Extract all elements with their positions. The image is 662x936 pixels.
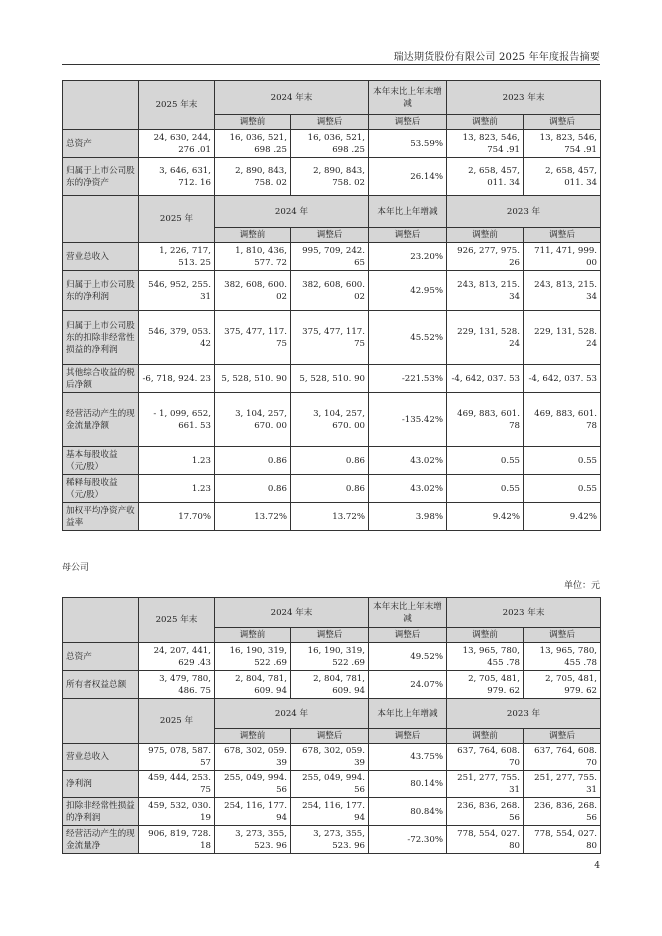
- cell: 13, 823, 546, 754 .91: [524, 130, 601, 158]
- cell: 375, 477, 117. 75: [291, 311, 369, 365]
- col-2023: 2023 年末: [447, 598, 601, 628]
- cell: 1, 226, 717, 513. 25: [139, 243, 215, 271]
- cell: 975, 078, 587. 57: [139, 744, 215, 771]
- sub-label: 调整前: [447, 115, 524, 130]
- sub-label: 调整前: [215, 729, 291, 744]
- cell: 229, 131, 528. 24: [524, 311, 601, 365]
- blank-cell: [63, 81, 139, 130]
- cell: 3, 646, 631, 712. 16: [139, 158, 215, 196]
- cell: 382, 608, 600. 02: [291, 271, 369, 311]
- cell: 53.59%: [369, 130, 447, 158]
- col-2023: 2023 年: [447, 699, 601, 729]
- cell: 382, 608, 600. 02: [215, 271, 291, 311]
- cell: 16, 190, 319, 522 .69: [291, 643, 369, 671]
- cell: 906, 819, 728. 18: [139, 826, 215, 854]
- cell: 1, 810, 436, 577. 72: [215, 243, 291, 271]
- cell: 24, 630, 244, 276 .01: [139, 130, 215, 158]
- cell: 243, 813, 215. 34: [524, 271, 601, 311]
- cell: 254, 116, 177. 94: [291, 798, 369, 826]
- row-label: 营业总收入: [63, 243, 139, 271]
- unit-label: 单位：元: [563, 581, 600, 591]
- sub-label: 调整后: [524, 729, 601, 744]
- cell: 678, 302, 059. 39: [215, 744, 291, 771]
- col-2023: 2023 年: [447, 196, 601, 228]
- cell: 49.52%: [369, 643, 447, 671]
- cell: 255, 049, 994. 56: [291, 771, 369, 798]
- cell: -4, 642, 037. 53: [524, 365, 601, 393]
- sub-label: 调整后: [291, 628, 369, 643]
- parent-company-caption: 母公司: [62, 563, 90, 573]
- cell: 0.55: [524, 475, 601, 503]
- cell: 17.70%: [139, 503, 215, 531]
- parent-company-table: [62, 597, 601, 854]
- cell: 251, 277, 755. 31: [447, 771, 524, 798]
- sub-label: 调整前: [215, 115, 291, 130]
- cell: -72.30%: [369, 826, 447, 854]
- table-row: [63, 744, 601, 771]
- cell: 2, 890, 843, 758. 02: [291, 158, 369, 196]
- cell: 3, 479, 780, 486. 75: [139, 671, 215, 699]
- row-label: 稀释每股收益（元/股）: [63, 475, 139, 503]
- table-row: [63, 798, 601, 826]
- cell: 459, 444, 253. 75: [139, 771, 215, 798]
- table-row: [63, 671, 601, 699]
- row-label: 净利润: [63, 771, 139, 798]
- sub-label: 调整后: [369, 228, 447, 243]
- col-change: 本年比上年增减: [369, 196, 447, 228]
- cell: 459, 532, 030. 19: [139, 798, 215, 826]
- sub-label: 调整前: [215, 628, 291, 643]
- cell: 13.72%: [215, 503, 291, 531]
- table-row: [63, 393, 601, 447]
- col-2024: 2024 年: [215, 699, 369, 729]
- header-row: [63, 81, 601, 115]
- cell: 43.75%: [369, 744, 447, 771]
- col-2024: 2024 年: [215, 196, 369, 228]
- cell: 2, 890, 843, 758. 02: [215, 158, 291, 196]
- cell: 2, 804, 781, 609. 94: [215, 671, 291, 699]
- cell: 711, 471, 999. 00: [524, 243, 601, 271]
- cell: 255, 049, 994. 56: [215, 771, 291, 798]
- cell: 2, 804, 781, 609. 94: [291, 671, 369, 699]
- row-label: 加权平均净资产收益率: [63, 503, 139, 531]
- cell: 24.07%: [369, 671, 447, 699]
- cell: 1.23: [139, 475, 215, 503]
- cell: 0.86: [291, 447, 369, 475]
- sub-label: 调整后: [524, 228, 601, 243]
- cell: 5, 528, 510. 90: [291, 365, 369, 393]
- sub-label: 调整后: [524, 115, 601, 130]
- cell: - 1, 099, 652, 661. 53: [139, 393, 215, 447]
- cell: 546, 952, 255. 31: [139, 271, 215, 311]
- cell: 546, 379, 053. 42: [139, 311, 215, 365]
- col-2024: 2024 年末: [215, 598, 369, 628]
- cell: 24, 207, 441, 629 .43: [139, 643, 215, 671]
- cell: 2, 705, 481, 979. 62: [447, 671, 524, 699]
- sub-label: 调整后: [369, 729, 447, 744]
- cell: 2, 658, 457, 011. 34: [447, 158, 524, 196]
- cell: 13, 823, 546, 754 .91: [447, 130, 524, 158]
- cell: 2, 705, 481, 979. 62: [524, 671, 601, 699]
- sub-label: 调整后: [291, 729, 369, 744]
- header-rule: [62, 64, 600, 65]
- consolidated-table: [62, 80, 601, 531]
- cell: 778, 554, 027. 80: [524, 826, 601, 854]
- cell: 0.86: [215, 475, 291, 503]
- cell: 637, 764, 608. 70: [524, 744, 601, 771]
- cell: 13.72%: [291, 503, 369, 531]
- header-row: [63, 699, 601, 729]
- page-header: 瑞达期货股份有限公司 2025 年年度报告摘要: [393, 52, 600, 63]
- cell: -135.42%: [369, 393, 447, 447]
- col-2025: 2025 年: [139, 196, 215, 243]
- cell: 16, 190, 319, 522 .69: [215, 643, 291, 671]
- table-row: [63, 365, 601, 393]
- cell: 3, 273, 355, 523. 96: [291, 826, 369, 854]
- cell: -6, 718, 924. 23: [139, 365, 215, 393]
- cell: 469, 883, 601. 78: [524, 393, 601, 447]
- cell: 995, 709, 242. 65: [291, 243, 369, 271]
- col-change: 本年末比上年末增减: [369, 81, 447, 115]
- cell: 678, 302, 059. 39: [291, 744, 369, 771]
- cell: 43.02%: [369, 475, 447, 503]
- header-row: [63, 598, 601, 628]
- cell: 3, 104, 257, 670. 00: [215, 393, 291, 447]
- row-label: 总资产: [63, 643, 139, 671]
- sub-label: 调整前: [215, 228, 291, 243]
- blank-cell: [63, 699, 139, 744]
- cell: 243, 813, 215. 34: [447, 271, 524, 311]
- table-row: [63, 243, 601, 271]
- row-label: 归属于上市公司股东的净资产: [63, 158, 139, 196]
- table-row: [63, 158, 601, 196]
- cell: 45.52%: [369, 311, 447, 365]
- cell: 236, 836, 268. 56: [447, 798, 524, 826]
- cell: 251, 277, 755. 31: [524, 771, 601, 798]
- cell: 637, 764, 608. 70: [447, 744, 524, 771]
- col-2024: 2024 年末: [215, 81, 369, 115]
- cell: 254, 116, 177. 94: [215, 798, 291, 826]
- cell: 236, 836, 268. 56: [524, 798, 601, 826]
- cell: 16, 036, 521, 698 .25: [291, 130, 369, 158]
- sub-label: 调整前: [447, 628, 524, 643]
- cell: 1.23: [139, 447, 215, 475]
- header-row: [63, 196, 601, 228]
- cell: 80.14%: [369, 771, 447, 798]
- cell: 2, 658, 457, 011. 34: [524, 158, 601, 196]
- cell: 23.20%: [369, 243, 447, 271]
- cell: 3, 104, 257, 670. 00: [291, 393, 369, 447]
- row-label: 所有者权益总额: [63, 671, 139, 699]
- blank-cell: [63, 196, 139, 243]
- row-label: 营业总收入: [63, 744, 139, 771]
- page-number: 4: [594, 861, 600, 871]
- cell: 3.98%: [369, 503, 447, 531]
- table-row: [63, 771, 601, 798]
- col-2023: 2023 年末: [447, 81, 601, 115]
- table-row: [63, 643, 601, 671]
- cell: 13, 965, 780, 455 .78: [524, 643, 601, 671]
- cell: 9.42%: [447, 503, 524, 531]
- cell: 0.55: [447, 475, 524, 503]
- row-label: 经营活动产生的现金流量净额: [63, 393, 139, 447]
- row-label: 归属于上市公司股东的扣除非经常性损益的净利润: [63, 311, 139, 365]
- col-2025: 2025 年: [139, 699, 215, 744]
- sub-label: 调整前: [447, 729, 524, 744]
- cell: 778, 554, 027. 80: [447, 826, 524, 854]
- cell: 13, 965, 780, 455 .78: [447, 643, 524, 671]
- cell: 3, 273, 355, 523. 96: [215, 826, 291, 854]
- table-row: [63, 475, 601, 503]
- cell: 5, 528, 510. 90: [215, 365, 291, 393]
- row-label: 总资产: [63, 130, 139, 158]
- row-label: 其他综合收益的税后净额: [63, 365, 139, 393]
- table-row: [63, 503, 601, 531]
- cell: 80.84%: [369, 798, 447, 826]
- table-row: [63, 271, 601, 311]
- table-row: [63, 826, 601, 854]
- sub-label: 调整后: [291, 228, 369, 243]
- table-row: [63, 447, 601, 475]
- cell: 375, 477, 117. 75: [215, 311, 291, 365]
- sub-label: 调整前: [447, 228, 524, 243]
- cell: 926, 277, 975. 26: [447, 243, 524, 271]
- cell: 0.86: [215, 447, 291, 475]
- cell: 469, 883, 601. 78: [447, 393, 524, 447]
- sub-label: 调整后: [524, 628, 601, 643]
- table-row: [63, 311, 601, 365]
- cell: 0.55: [447, 447, 524, 475]
- col-change: 本年末比上年末增减: [369, 598, 447, 628]
- cell: 43.02%: [369, 447, 447, 475]
- col-2025: 2025 年末: [139, 81, 215, 130]
- cell: 9.42%: [524, 503, 601, 531]
- row-label: 基本每股收益（元/股）: [63, 447, 139, 475]
- sub-label: 调整后: [291, 115, 369, 130]
- cell: -221.53%: [369, 365, 447, 393]
- blank-cell: [63, 598, 139, 643]
- sub-label: 调整后: [369, 115, 447, 130]
- cell: 0.86: [291, 475, 369, 503]
- col-2025: 2025 年末: [139, 598, 215, 643]
- cell: 26.14%: [369, 158, 447, 196]
- col-change: 本年比上年增减: [369, 699, 447, 729]
- row-label: 扣除非经常性损益的净利润: [63, 798, 139, 826]
- cell: 42.95%: [369, 271, 447, 311]
- cell: 0.55: [524, 447, 601, 475]
- cell: 16, 036, 521, 698 .25: [215, 130, 291, 158]
- row-label: 归属于上市公司股东的净利润: [63, 271, 139, 311]
- cell: -4, 642, 037. 53: [447, 365, 524, 393]
- row-label: 经营活动产生的现金流量净: [63, 826, 139, 854]
- table-row: [63, 130, 601, 158]
- sub-label: 调整后: [369, 628, 447, 643]
- cell: 229, 131, 528. 24: [447, 311, 524, 365]
